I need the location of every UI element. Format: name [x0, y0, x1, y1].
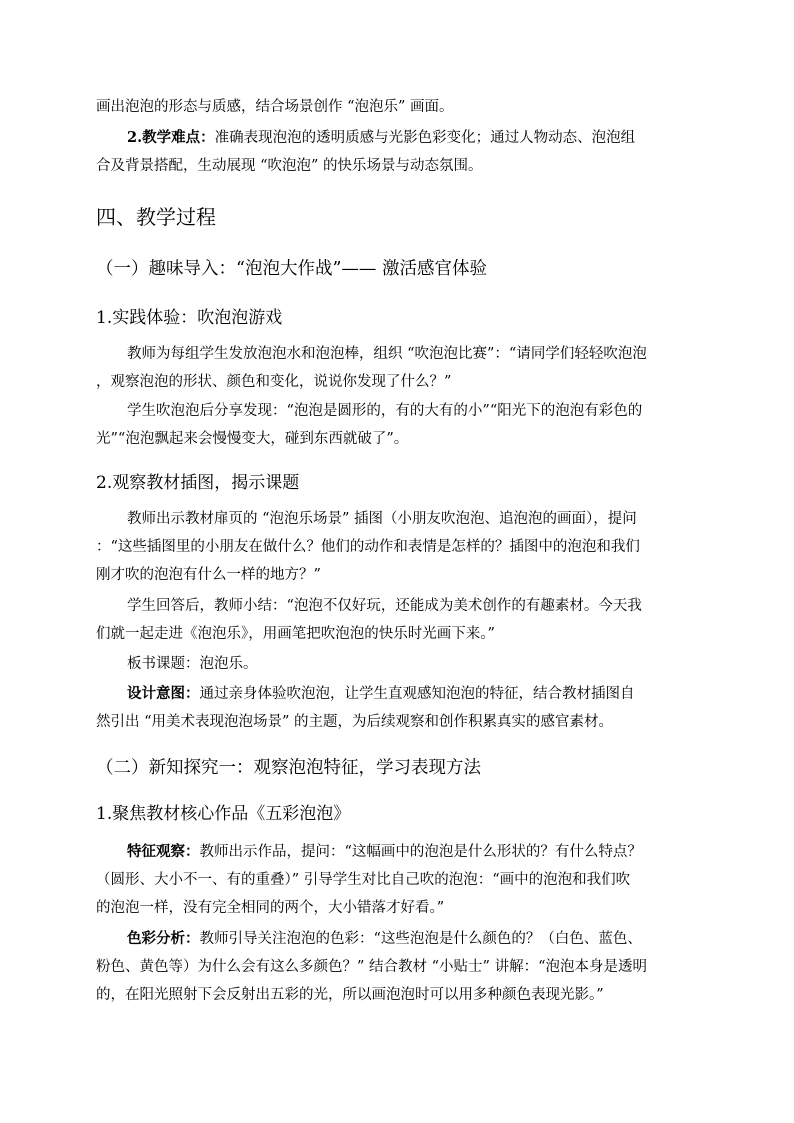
difficulty-label: 2.教学难点： [127, 129, 215, 146]
paragraph-line: 的泡泡一样，没有完全相同的两个，大小错落才好看。” [96, 900, 445, 916]
part2-heading: （二）新知探究一：观察泡泡特征，学习表现方法 [96, 758, 481, 778]
part1-sub1-heading: 1.实践体验：吹泡泡游戏 [96, 308, 283, 328]
design-intent-label: 设计意图： [127, 685, 200, 702]
paragraph-line: 板书课题：泡泡乐。 [127, 656, 258, 672]
objective-line: 画出泡泡的形态与质感，结合场景创作 “泡泡乐” 画面。 [96, 99, 454, 115]
paragraph-line: ，观察泡泡的形状、颜色和变化，说说你发现了什么？” [96, 374, 452, 390]
color-analysis-label: 色彩分析： [127, 930, 200, 947]
difficulty-line [127, 128, 700, 148]
part1-heading: （一）趣味导入：“泡泡大作战”—— 激活感官体验 [96, 259, 487, 279]
difficulty-line-2: 合及背景搭配，生动展现 “吹泡泡” 的快乐场景与动态氛围。 [96, 158, 483, 174]
part1-sub2-heading: 2.观察教材插图，揭示课题 [96, 473, 300, 493]
feature-line [127, 842, 700, 862]
color-analysis-line [127, 929, 700, 949]
paragraph-line: 学生吹泡泡后分享发现：“泡泡是圆形的，有的大有的小”“阳光下的泡泡有彩色的 [127, 403, 643, 419]
feature-text: 教师出示作品，提问：“这幅画中的泡泡是什么形状的？有什么特点？ [199, 844, 642, 860]
paragraph-line: 刚才吹的泡泡有什么一样的地方？” [96, 567, 321, 583]
paragraph-line: 的，在阳光照射下会反射出五彩的光，所以画泡泡时可以用多种颜色表现光影。” [96, 987, 604, 1003]
paragraph-line: 然引出 “用美术表现泡泡场景” 的主题，为后续观察和创作积累真实的感官素材。 [96, 714, 614, 730]
color-analysis-text: 教师引导关注泡泡的色彩：“这些泡泡是什么颜色的？（白色、蓝色、 [199, 931, 642, 947]
difficulty-text: 准确表现泡泡的透明质感与光影色彩变化；通过人物动态、泡泡组 [214, 130, 636, 146]
paragraph-line: ：“这些插图里的小朋友在做什么？他们的动作和表情是怎样的？插图中的泡泡和我们 [96, 539, 640, 555]
feature-label: 特征观察： [127, 843, 200, 860]
paragraph-line: 光”“泡泡飘起来会慢慢变大，碰到东西就破了”。 [96, 431, 409, 447]
paragraph-line: （圆形、大小不一、有的重叠）” 引导学生对比自己吹的泡泡：“画中的泡泡和我们吹 [96, 872, 631, 888]
section-heading: 四、教学过程 [96, 205, 216, 229]
paragraph-line: 学生回答后，教师小结：“泡泡不仅好玩，还能成为美术创作的有趣素材。今天我 [127, 598, 642, 614]
paragraph-line: 教师为每组学生发放泡泡水和泡泡棒，组织 “吹泡泡比赛”：“请同学们轻轻吹泡泡 [127, 346, 647, 362]
design-intent-text: 通过亲身体验吹泡泡，让学生直观感知泡泡的特征，结合教材插图自 [199, 686, 635, 702]
part2-sub1-heading: 1.聚焦教材核心作品《五彩泡泡》 [96, 804, 351, 824]
design-intent-line [127, 684, 700, 704]
paragraph-line: 教师出示教材扉页的 “泡泡乐场景” 插图（小朋友吹泡泡、追泡泡的画面），提问 [127, 511, 637, 527]
paragraph-line: 粉色、黄色等）为什么会有这么多颜色？” 结合教材 “小贴士” 讲解：“泡泡本身是透明 [96, 959, 647, 975]
paragraph-line: 们就一起走进《泡泡乐》，用画笔把吹泡泡的快乐时光画下来。” [96, 626, 495, 642]
